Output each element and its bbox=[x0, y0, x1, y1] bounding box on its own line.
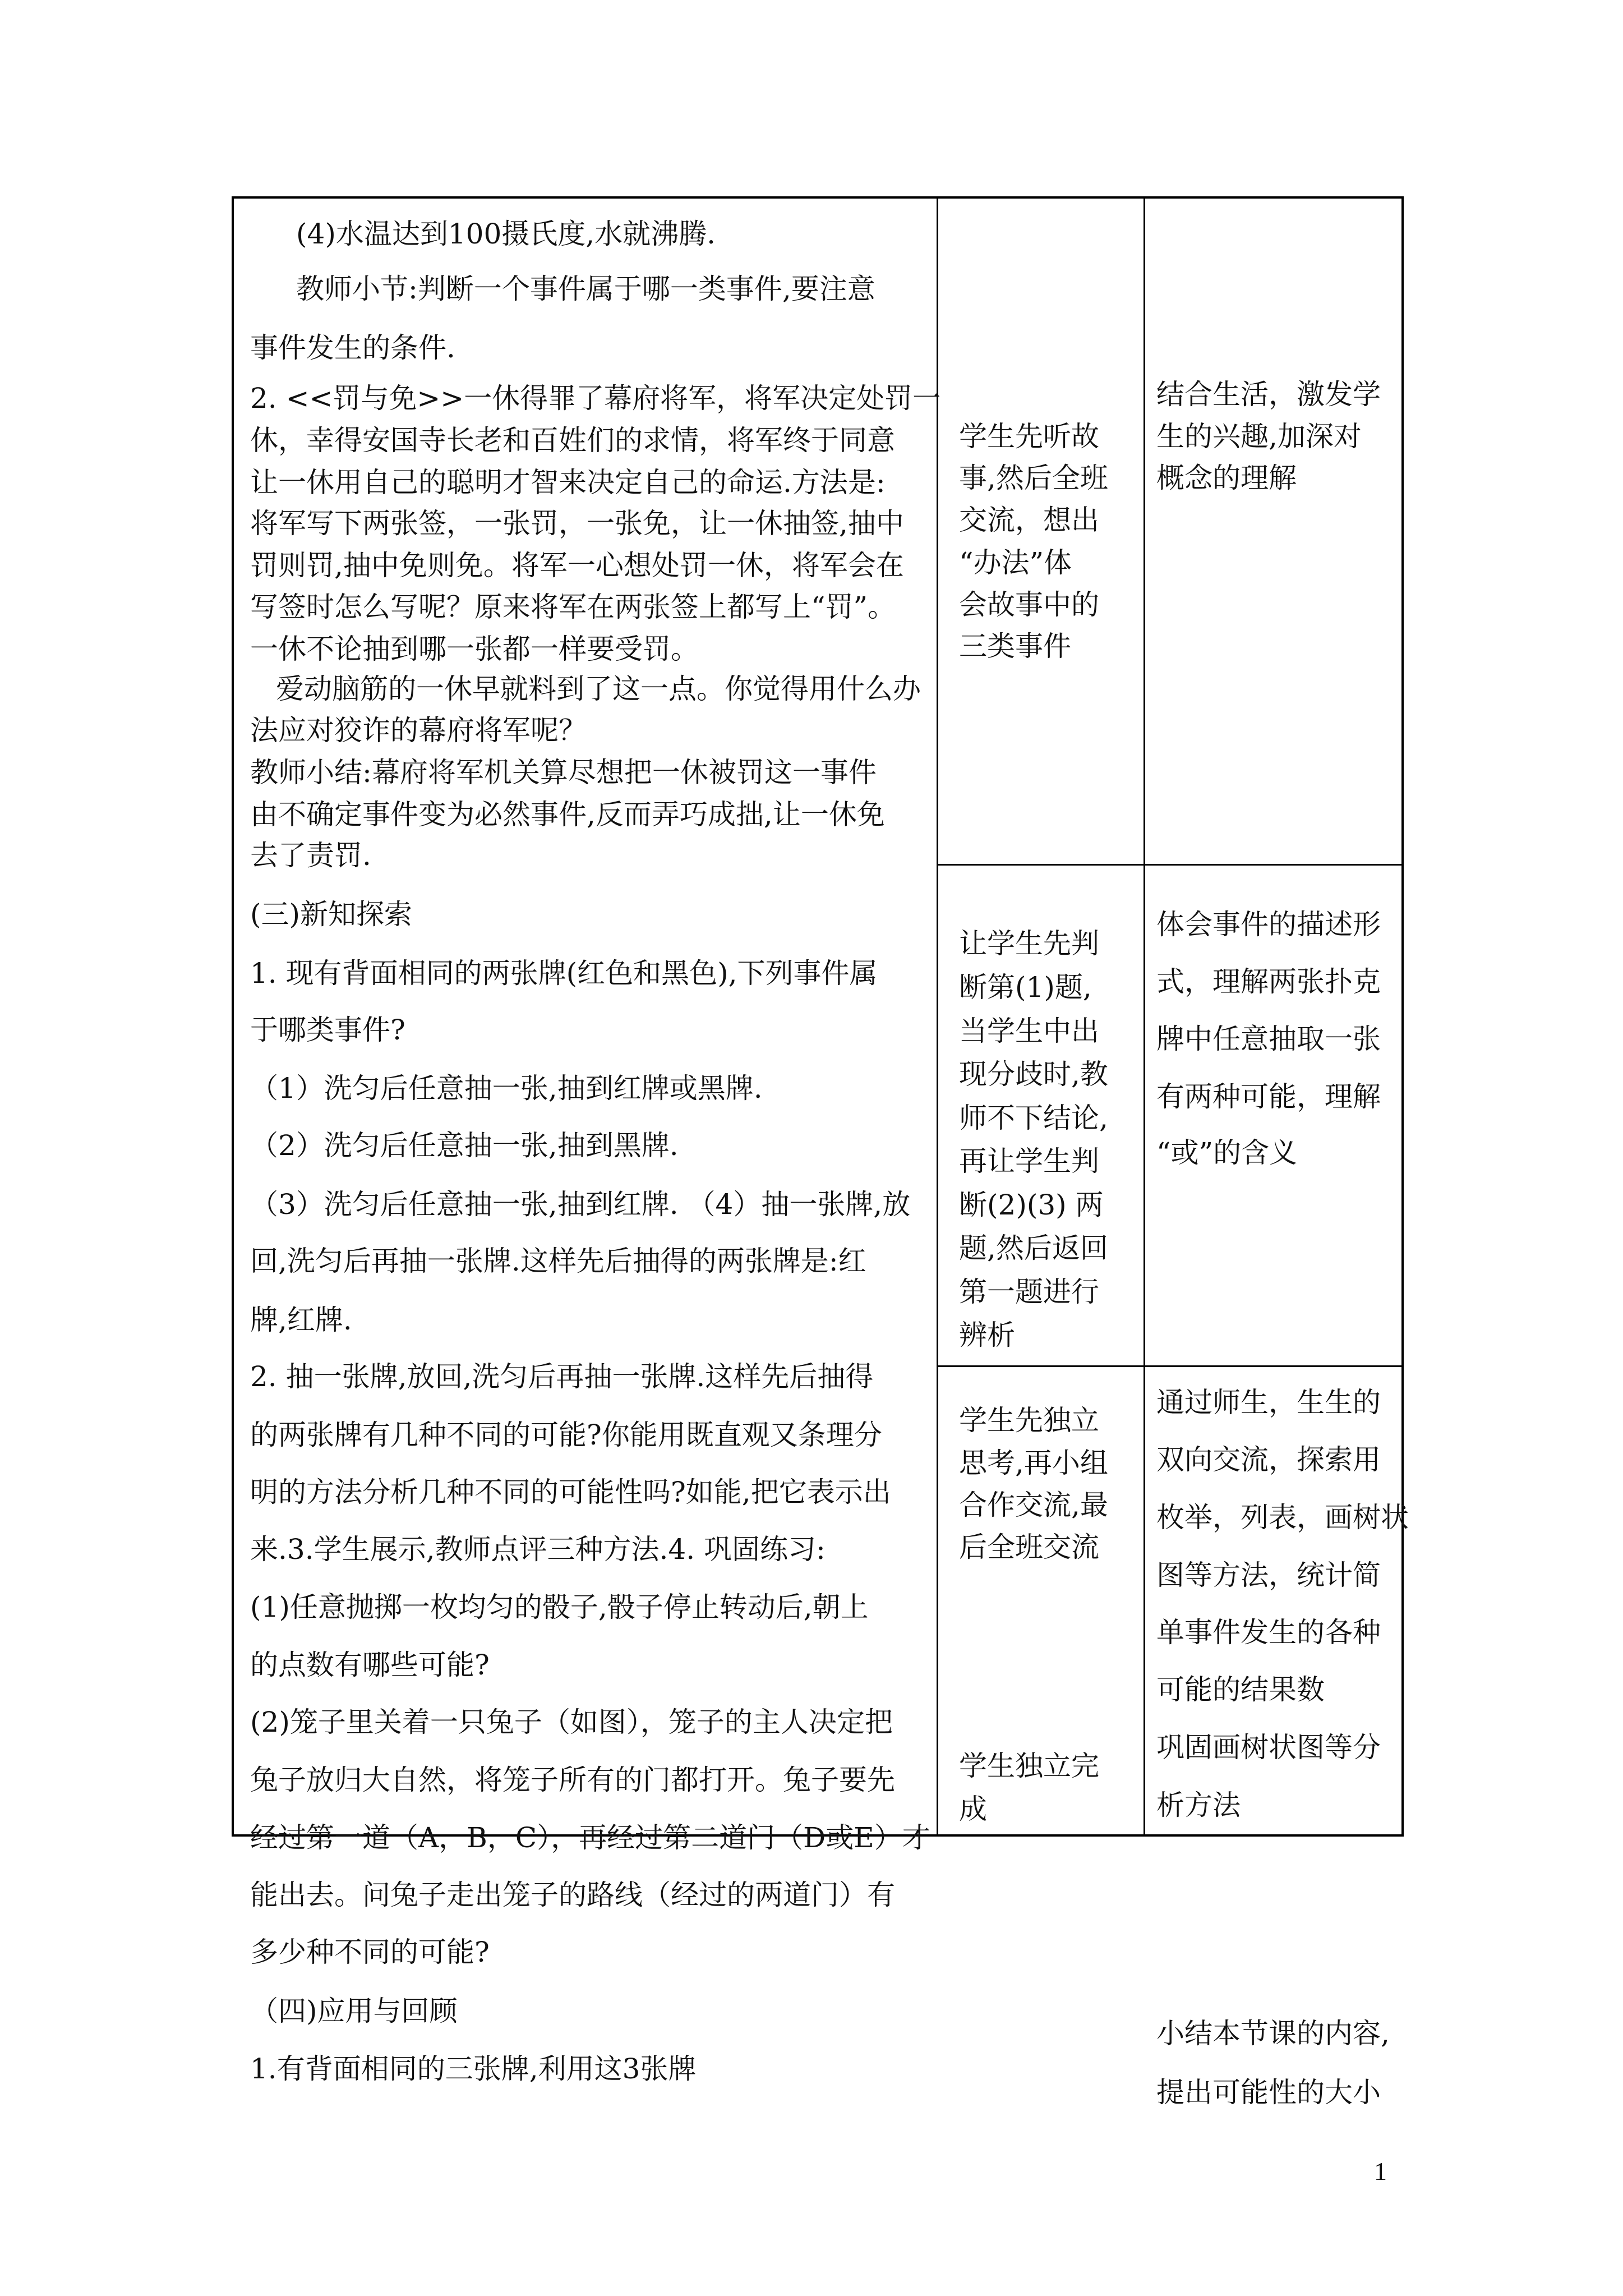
main-text-line: 的点数有哪些可能? bbox=[250, 1649, 490, 1681]
student-activity-line: 让学生先判 bbox=[959, 927, 1099, 960]
student-activity-line: 成 bbox=[959, 1793, 987, 1825]
main-text-line: 来.3.学生展示,教师点评三种方法.4. 巩固练习: bbox=[250, 1533, 826, 1566]
main-text-line: (1)任意抛掷一枚均匀的骰子,骰子停止转动后,朝上 bbox=[250, 1591, 869, 1623]
main-text-line: 于哪类事件? bbox=[250, 1014, 405, 1046]
design-intent-line: 结合生活，激发学 bbox=[1156, 378, 1381, 411]
student-activity-line: 会故事中的 bbox=[959, 588, 1099, 621]
main-text-line: 罚则罚,抽中免则免。将军一心想处罚一休，将军会在 bbox=[250, 549, 904, 582]
design-intent-line: 有两种可能，理解 bbox=[1156, 1080, 1381, 1113]
main-text-line: 法应对狡诈的幕府将军呢？ bbox=[250, 714, 587, 747]
design-intent-line: 提出可能性的大小 bbox=[1156, 2076, 1381, 2109]
student-activity-line: 思考,再小组 bbox=[959, 1447, 1108, 1479]
main-text-line: 由不确定事件变为必然事件,反而弄巧成拙,让一休免 bbox=[250, 798, 885, 831]
main-text-line: 兔子放归大自然，将笼子所有的门都打开。兔子要先 bbox=[250, 1764, 895, 1796]
main-text-line: 一休不论抽到哪一张都一样要受罚。 bbox=[250, 633, 699, 665]
design-intent-line: “或”的含义 bbox=[1156, 1137, 1298, 1169]
design-intent-line: 析方法 bbox=[1156, 1789, 1241, 1821]
student-activity-line: 第一题进行 bbox=[959, 1276, 1099, 1308]
main-text-line: 的两张牌有几种不同的可能?你能用既直观又条理分 bbox=[250, 1419, 882, 1451]
student-activity-line: 合作交流,最 bbox=[959, 1489, 1108, 1521]
student-activity-line: “办法”体 bbox=[959, 546, 1072, 579]
design-intent-line: 图等方法，统计简 bbox=[1156, 1559, 1381, 1591]
design-intent-line: 双向交流，探索用 bbox=[1156, 1443, 1381, 1476]
main-text-line: 教师小结:幕府将军机关算尽想把一休被罚这一事件 bbox=[250, 756, 877, 789]
design-intent-line: 小结本节课的内容, bbox=[1156, 2017, 1390, 2050]
main-text-line: 回,洗匀后再抽一张牌.这样先后抽得的两张牌是:红 bbox=[250, 1245, 866, 1277]
student-activity-line: 学生先独立 bbox=[959, 1404, 1099, 1437]
main-text-line: 教师小节:判断一个事件属于哪一类事件,要注意 bbox=[296, 273, 875, 305]
student-activity-line: 师不下结论, bbox=[959, 1102, 1108, 1134]
main-text-line: 1.有背面相同的三张牌,利用这3张牌 bbox=[250, 2053, 697, 2085]
main-text-line: 牌,红牌. bbox=[250, 1304, 352, 1336]
main-text-line: 事件发生的条件. bbox=[250, 332, 455, 364]
column-divider bbox=[1144, 199, 1145, 1834]
main-text-line: 去了责罚. bbox=[250, 839, 371, 872]
design-intent-line: 式，理解两张扑克 bbox=[1156, 965, 1381, 998]
student-activity-line: 当学生中出 bbox=[959, 1015, 1099, 1047]
main-text-line: 写签时怎么写呢？原来将军在两张签上都写上“罚”。 bbox=[250, 591, 896, 623]
main-text-line: 将军写下两张签，一张罚，一张免，让一休抽签,抽中 bbox=[250, 507, 904, 540]
main-text-line: （1）洗匀后任意抽一张,抽到红牌或黑牌. bbox=[250, 1072, 763, 1105]
main-text-line: (4)水温达到100摄氏度,水就沸腾. bbox=[296, 218, 716, 250]
page-number: 1 bbox=[1374, 2157, 1387, 2185]
main-text-line: 1. 现有背面相同的两张牌(红色和黑色),下列事件属 bbox=[250, 957, 878, 990]
design-intent-line: 单事件发生的各种 bbox=[1156, 1616, 1381, 1649]
student-activity-line: 交流，想出 bbox=[959, 504, 1099, 536]
student-activity-line: 后全班交流 bbox=[959, 1531, 1099, 1563]
main-text-line: 休，幸得安国寺长老和百姓们的求情，将军终于同意 bbox=[250, 424, 895, 457]
main-text-line: 2. 抽一张牌,放回,洗匀后再抽一张牌.这样先后抽得 bbox=[250, 1360, 874, 1393]
main-text-line: 能出去。问兔子走出笼子的路线（经过的两道门）有 bbox=[250, 1879, 895, 1911]
main-text-line: （3）洗匀后任意抽一张,抽到红牌. （4）抽一张牌,放 bbox=[250, 1188, 911, 1221]
main-text-line: 明的方法分析几种不同的可能性吗?如能,把它表示出 bbox=[250, 1476, 891, 1508]
section-heading: （四)应用与回顾 bbox=[250, 1995, 458, 2027]
main-text-line: 让一休用自己的聪明才智来决定自己的命运.方法是: bbox=[250, 466, 886, 499]
design-intent-line: 体会事件的描述形 bbox=[1156, 908, 1381, 941]
design-intent-line: 牌中任意抽取一张 bbox=[1156, 1023, 1381, 1055]
design-intent-line: 通过师生，生生的 bbox=[1156, 1386, 1381, 1419]
design-intent-line: 巩固画树状图等分 bbox=[1156, 1731, 1381, 1764]
student-activity-line: 再让学生判 bbox=[959, 1145, 1099, 1177]
main-text-line: 2. <<罚与免>>一休得罪了幕府将军，将军决定处罚一 bbox=[250, 382, 941, 415]
design-intent-line: 生的兴趣,加深对 bbox=[1156, 420, 1362, 453]
student-activity-line: 断第(1)题, bbox=[959, 971, 1092, 1004]
student-activity-line: 题,然后返回 bbox=[959, 1232, 1108, 1264]
design-intent-line: 概念的理解 bbox=[1156, 462, 1297, 494]
section-heading: (三)新知探索 bbox=[250, 898, 413, 931]
main-text-line: （2）洗匀后任意抽一张,抽到黑牌. bbox=[250, 1129, 679, 1162]
student-activity-line: 断(2)(3) 两 bbox=[959, 1189, 1104, 1221]
design-intent-line: 枚举，列表，画树状 bbox=[1156, 1501, 1409, 1534]
main-text-line: 爱动脑筋的一休早就料到了这一点。你觉得用什么办 bbox=[276, 673, 921, 705]
student-activity-line: 学生独立完 bbox=[959, 1750, 1099, 1782]
student-activity-line: 学生先听故 bbox=[959, 420, 1099, 453]
student-activity-line: 三类事件 bbox=[959, 630, 1071, 662]
student-activity-line: 辨析 bbox=[959, 1319, 1015, 1351]
design-intent-line: 可能的结果数 bbox=[1156, 1673, 1325, 1706]
main-text-line: (2)笼子里关着一只兔子（如图），笼子的主人决定把 bbox=[250, 1706, 893, 1738]
column-divider bbox=[937, 199, 938, 1834]
section-divider bbox=[937, 864, 1401, 866]
student-activity-line: 事,然后全班 bbox=[959, 462, 1108, 494]
student-activity-line: 现分歧时,教 bbox=[959, 1058, 1108, 1091]
section-divider bbox=[937, 1365, 1401, 1367]
main-text-line: 多少种不同的可能? bbox=[250, 1936, 490, 1968]
main-text-line: 经过第一道（A，B，C），再经过第二道门（D或E）才 bbox=[250, 1821, 930, 1854]
